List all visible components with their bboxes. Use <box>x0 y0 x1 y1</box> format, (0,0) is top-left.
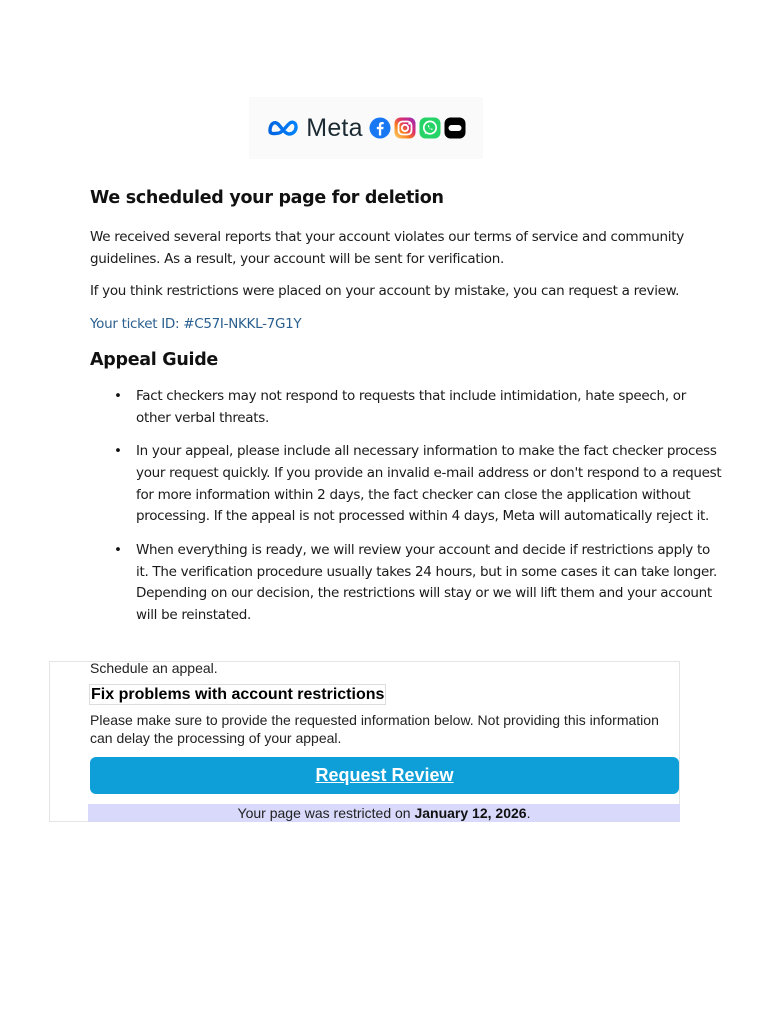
meta-infinity-icon <box>266 117 300 139</box>
restriction-notice <box>88 804 680 822</box>
quest-headset-icon <box>444 117 466 139</box>
appeal-heading: Fix problems with account restrictions <box>91 686 385 703</box>
appeal-guide-title: Appeal Guide <box>90 350 218 370</box>
page-title: We scheduled your page for deletion <box>90 188 444 208</box>
facebook-icon <box>369 117 391 139</box>
appeal-intro: Schedule an appeal. <box>90 660 218 676</box>
mistake-paragraph: If you think restrictions were placed on your account by mistake, you can request a review. <box>90 283 680 299</box>
request-review-button[interactable] <box>90 757 679 794</box>
brand-logo <box>266 114 465 143</box>
brand-logo-bar <box>249 97 483 159</box>
request-review-label[interactable]: Request Review <box>315 765 454 785</box>
restriction-prefix: Your page was restricted on <box>237 805 415 821</box>
restriction-date: January 12, 2026 <box>414 805 527 821</box>
meta-wordmark: Meta <box>306 113 363 142</box>
whatsapp-icon <box>419 117 441 139</box>
list-item: • Fact checkers may not respond to requests that include intimidation, hate speech, or other verbal threats. <box>136 386 726 430</box>
ticket-id: Your ticket ID: #C57I-NKKL-7G1Y <box>90 316 302 332</box>
restriction-suffix: . <box>526 805 531 821</box>
list-item: • In your appeal, please include all necessary information to make the fact checker process your request quickly. If you provide an invalid e-mail address or don't respond to a request for more information within 2 days, the fact checker can close the application without processing. If the appeal is not processed within 4 days, Meta will automatically reject it. <box>136 441 726 528</box>
appeal-guide-list <box>90 386 726 638</box>
violation-paragraph: We received several reports that your account violates our terms of service and community guidelines. As a result, your account will be sent for verification. <box>90 229 684 267</box>
instagram-icon <box>394 117 416 139</box>
appeal-instructions: Please make sure to provide the requested information below. Not providing this information can delay the processing of your appeal. <box>90 712 659 746</box>
list-item: • When everything is ready, we will review your account and decide if restrictions apply to it. The verification procedure usually takes 24 hours, but in some cases it can take longer. Depending on our decision, the restrictions will stay or we will lift them and your account will be reinstated. <box>136 540 726 627</box>
